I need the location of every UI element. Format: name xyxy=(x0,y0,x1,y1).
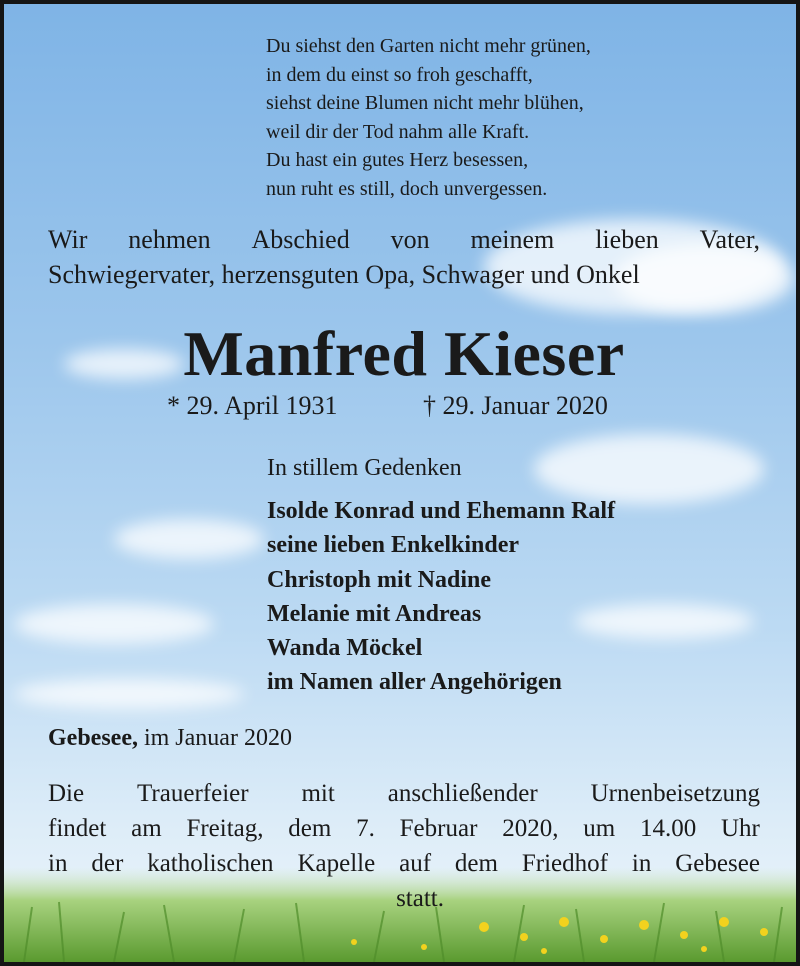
place-date xyxy=(48,722,292,754)
cloud-shape xyxy=(14,679,244,709)
mourner-line: Christoph mit Nadine xyxy=(267,566,492,593)
service-word: Kapelle xyxy=(297,850,376,877)
service-line-1 xyxy=(48,776,760,811)
service-word: der xyxy=(91,850,124,877)
service-word: um xyxy=(583,815,616,842)
service-info xyxy=(48,776,760,916)
service-word: in xyxy=(48,850,68,877)
service-word: findet xyxy=(48,815,107,842)
service-word: Trauerfeier xyxy=(137,780,249,807)
intro-word: Abschied xyxy=(251,225,350,254)
mourners-list xyxy=(267,494,615,700)
service-word: Gebesee xyxy=(675,850,760,877)
intro-word: lieben xyxy=(595,225,659,254)
poem-line: Du siehst den Garten nicht mehr grünen, xyxy=(266,35,591,57)
intro-word: meinem xyxy=(470,225,555,254)
service-word: dem xyxy=(288,815,332,842)
place-month: im Januar 2020 xyxy=(143,725,292,751)
service-line-4: statt. xyxy=(396,885,444,912)
service-line-3 xyxy=(48,846,760,881)
service-word: Die xyxy=(48,780,85,807)
cloud-shape xyxy=(114,519,264,559)
cloud-shape xyxy=(14,604,214,644)
service-word: Uhr xyxy=(720,815,760,842)
intro-word: Vater, xyxy=(699,225,760,254)
mourner-line: Melanie mit Andreas xyxy=(267,600,482,627)
intro-line-1 xyxy=(48,222,760,257)
service-line-2 xyxy=(48,811,760,846)
memorial-heading: In stillem Gedenken xyxy=(267,455,462,481)
poem-line: weil dir der Tod nahm alle Kraft. xyxy=(266,120,530,143)
death-date: † 29. Januar 2020 xyxy=(423,391,608,420)
place-town: Gebesee, xyxy=(48,725,138,751)
service-word: 7. xyxy=(356,815,375,842)
service-word: Freitag, xyxy=(186,815,264,842)
service-word: 14.00 xyxy=(639,815,697,842)
service-word: dem xyxy=(454,850,498,877)
birth-date: * 29. April 1931 xyxy=(167,391,338,420)
service-word: anschließender xyxy=(387,780,538,807)
service-word: Urnenbeisetzung xyxy=(590,780,760,807)
service-word: am xyxy=(131,815,162,842)
mourner-line: Wanda Möckel xyxy=(267,635,423,662)
poem-line: in dem du einst so froh geschafft, xyxy=(266,63,533,86)
service-word: Friedhof xyxy=(521,850,608,877)
intro-text xyxy=(48,222,760,292)
poem xyxy=(266,32,591,203)
intro-word: nehmen xyxy=(128,225,211,254)
intro-word: von xyxy=(390,225,430,254)
service-word: katholischen xyxy=(147,850,274,877)
poem-line: Du hast ein gutes Herz besessen, xyxy=(266,149,529,171)
service-word: Februar xyxy=(399,815,478,842)
intro-word: Wir xyxy=(48,225,88,254)
deceased-name: Manfred Kieser xyxy=(183,318,625,389)
intro-line-2: Schwiegervater, herzensguten Opa, Schwager und Onkel xyxy=(48,260,640,289)
service-word: auf xyxy=(399,850,432,877)
service-word: in xyxy=(631,850,652,877)
mourner-line: Isolde Konrad und Ehemann Ralf xyxy=(267,498,616,524)
poem-line: nun ruht es still, doch unvergessen. xyxy=(266,177,548,200)
service-word: mit xyxy=(301,780,335,807)
poem-line: siehst deine Blumen nicht mehr blühen, xyxy=(266,92,584,114)
mourner-line: seine lieben Enkelkinder xyxy=(267,532,520,559)
mourner-line: im Namen aller Angehörigen xyxy=(267,669,562,696)
service-word: 2020, xyxy=(502,815,559,842)
